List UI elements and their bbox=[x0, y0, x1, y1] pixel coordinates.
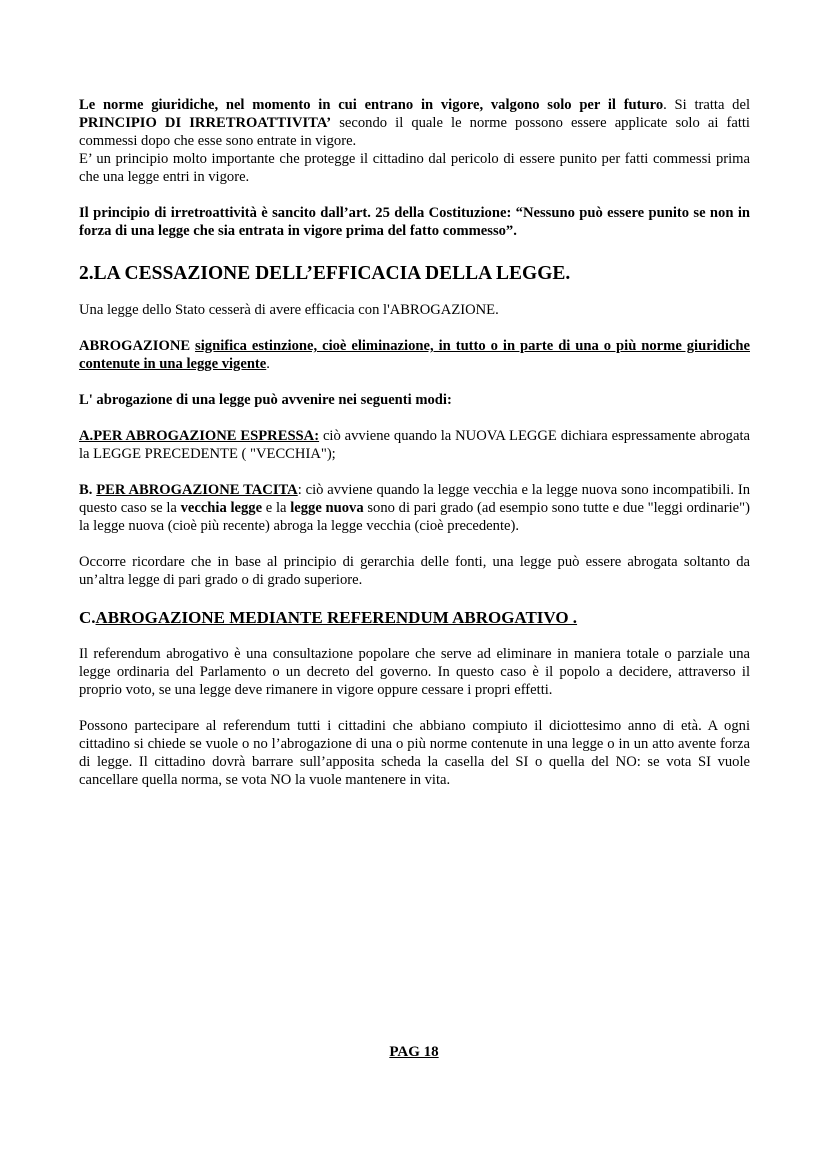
tacita-prefix: B. bbox=[79, 482, 93, 498]
page-number: PAG 18 bbox=[389, 1044, 439, 1060]
paragraph-abrogazione-def bbox=[79, 337, 750, 373]
principle-bold: PRINCIPIO DI IRRETROATTIVITA’ bbox=[79, 115, 332, 131]
section-heading-cessazione: 2.LA CESSAZIONE DELL’EFFICACIA DELLA LEGGE. bbox=[79, 263, 571, 284]
text-span: : ciò avviene quando la legge vecchia e la legge nuova sono incompatibili. In questo caso se la bbox=[79, 482, 750, 516]
paragraph-referendum-partecipazione: Possono partecipare al referendum tutti i cittadini che abbiano compiuto il diciottesimo anno di età. A ogni cittadino si chiede se vuole o no l’abrogazione di una o più norme contenute in una legge o in un atto avente forza di legge. Il cittadino dovrà barrare sull’apposita scheda la casella del SI o quella del NO: se vota SI vuole cancellare quella norma, se vota NO la vuole mantenere in vita. bbox=[79, 718, 750, 788]
text-span: sono di pari grado (ad esempio sono tutte e due "leggi ordinarie") la legge nuova (cioè più recente) abroga la legge vecchia (cioè precedente). bbox=[79, 500, 750, 534]
paragraph-art25 bbox=[79, 204, 750, 240]
art25-bold: Il principio di irretroattività è sancito dall’art. 25 della Costituzione: “Nessuno può essere punito se non in forza di una legge che sia entrata in vigore prima del fatto commesso”. bbox=[79, 205, 750, 239]
text-span: . Si tratta del bbox=[663, 97, 750, 113]
referendum-prefix: C. bbox=[79, 608, 96, 627]
paragraph-efficacia: Una legge dello Stato cesserà di avere efficacia con l'ABROGAZIONE. bbox=[79, 302, 499, 318]
text-span: secondo il quale le norme possono essere applicate solo ai fatti commessi dopo che esse sono entrate in vigore. bbox=[79, 115, 750, 149]
intro-bold: Le norme giuridiche, nel momento in cui entrano in vigore, valgono solo per il futuro bbox=[79, 97, 664, 113]
espressa-title: A.PER ABROGAZIONE ESPRESSA: bbox=[79, 428, 320, 444]
page-body bbox=[79, 96, 750, 789]
abrogazione-bold: ABROGAZIONE bbox=[79, 338, 191, 354]
text-span: e la bbox=[262, 500, 291, 516]
paragraph-referendum-def: Il referendum abrogativo è una consultazione popolare che serve ad eliminare in maniera totale o parziale una legge ordinaria del Parlamento o un decreto del governo. In questo caso è il popolo a decidere, attraverso il proprio voto, se una legge deve rimanere in vigore oppure cessare i propri effetti. bbox=[79, 646, 750, 698]
tacita-title: PER ABROGAZIONE TACITA bbox=[96, 482, 298, 498]
modi-bold: L' abrogazione di una legge può avvenire nei seguenti modi: bbox=[79, 392, 452, 408]
text-span: E’ un principio molto importante che protegge il cittadino dal pericolo di essere punito per fatti commessi prima che una legge entri in vigore. bbox=[79, 151, 750, 185]
vecchia-legge-bold: vecchia legge bbox=[180, 500, 263, 516]
paragraph-gerarchia: Occorre ricordare che in base al principio di gerarchia delle fonti, una legge può essere abrogata soltanto da un’altra legge di pari grado o di grado superiore. bbox=[79, 554, 750, 588]
paragraph-modi bbox=[79, 391, 750, 409]
section-heading-referendum bbox=[79, 607, 750, 629]
referendum-title: ABROGAZIONE MEDIANTE REFERENDUM ABROGATIVO . bbox=[95, 608, 578, 627]
paragraph-espressa bbox=[79, 427, 750, 463]
text-span: . bbox=[266, 356, 270, 372]
abrogazione-definition: significa estinzione, cioè eliminazione, in tutto o in parte di una o più norme giuridiche contenute in una legge vigente bbox=[79, 338, 750, 372]
text-span: ciò avviene quando la NUOVA LEGGE dichiara espressamente abrogata la LEGGE PRECEDENTE ( "VECCHIA"); bbox=[79, 428, 750, 462]
legge-nuova-bold: legge nuova bbox=[290, 500, 364, 516]
paragraph-irretroattivita bbox=[79, 96, 750, 186]
paragraph-tacita bbox=[79, 481, 750, 535]
